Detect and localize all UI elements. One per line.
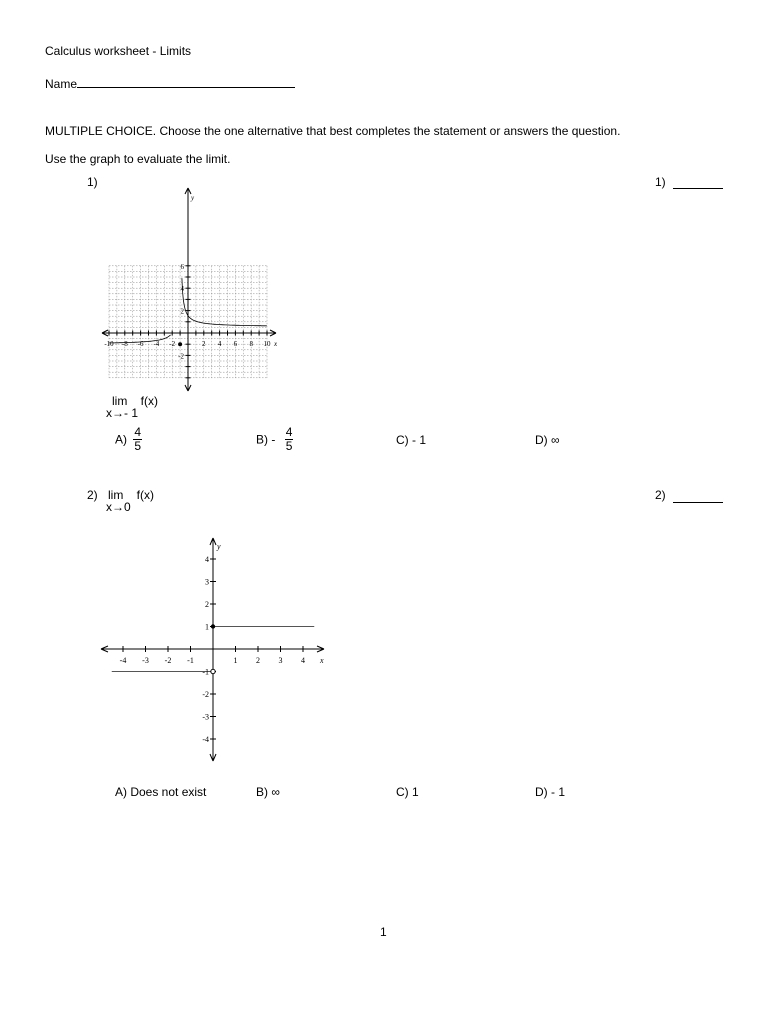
- answer-2-number: 2): [655, 488, 666, 502]
- y-tick-label: 4: [205, 555, 209, 564]
- question-2-number: 2): [87, 488, 98, 502]
- graph-1-point: [178, 342, 182, 346]
- page-number: 1: [380, 925, 387, 939]
- answer-1-blank[interactable]: [673, 188, 723, 189]
- x-tick-label: 2: [202, 340, 206, 348]
- x-tick-label: 8: [249, 340, 253, 348]
- filled-point: [211, 624, 215, 628]
- fraction-numerator: 4: [285, 425, 293, 439]
- x-tick-label: -8: [121, 340, 128, 348]
- section-instructions: MULTIPLE CHOICE. Choose the one alternative that best completes the statement or answers the question.: [45, 124, 621, 138]
- q1-choice-d: D) ∞: [535, 433, 560, 447]
- q2-choice-c: C) 1: [396, 785, 419, 799]
- x-axis-label: x: [274, 340, 278, 348]
- choice-a-label: A): [115, 432, 127, 447]
- x-tick-label: 4: [217, 340, 222, 348]
- question-1-approach: x→- 1: [106, 406, 139, 420]
- y-tick-label: -2: [178, 352, 184, 361]
- subsection-instructions: Use the graph to evaluate the limit.: [45, 152, 231, 166]
- y-tick-label: 6: [180, 262, 184, 271]
- name-label: Name: [45, 77, 78, 91]
- graph-2-axes: [101, 538, 324, 761]
- fraction-numerator: 4: [134, 425, 142, 439]
- x-tick-label: -6: [137, 340, 144, 348]
- function-label: f(x): [136, 488, 154, 502]
- x-tick-label: -2: [169, 340, 176, 348]
- q1-choice-c: C) - 1: [396, 433, 426, 447]
- question-1-number: 1): [87, 175, 98, 189]
- x-tick-label: -4: [153, 340, 160, 348]
- y-tick-label: 2: [180, 307, 184, 316]
- choice-a-fraction: [133, 426, 142, 453]
- y-tick-label: -1: [202, 667, 209, 677]
- graph-1-axes: [102, 188, 276, 391]
- x-axis-label: x: [320, 656, 324, 665]
- answer-1-number: 1): [655, 175, 666, 189]
- y-axis-label: y: [217, 542, 221, 551]
- x-tick-label: 2: [256, 656, 260, 665]
- fraction-denominator: 5: [285, 439, 293, 453]
- name-row: [45, 77, 295, 91]
- lim-label: lim: [112, 394, 128, 408]
- y-tick-label: -2: [202, 690, 209, 699]
- x-tick-label: -1: [187, 656, 194, 665]
- x-tick-label: 3: [278, 656, 283, 665]
- answer-2-blank[interactable]: [673, 502, 723, 503]
- y-tick-label: 1: [205, 622, 209, 632]
- y-tick-label: 3: [205, 577, 209, 587]
- q2-choice-b: B) ∞: [256, 785, 280, 799]
- y-tick-label: -4: [202, 735, 209, 744]
- graph-2-tick-labels: [120, 542, 324, 744]
- x-tick-label: -2: [164, 656, 172, 665]
- x-tick-label: -4: [119, 656, 127, 665]
- y-tick-label: 2: [205, 600, 209, 609]
- open-point: [211, 669, 215, 673]
- q1-choice-a: [115, 426, 142, 453]
- function-label: f(x): [140, 394, 158, 408]
- x-tick-label: 10: [263, 340, 271, 348]
- question-2-approach: x→0: [106, 500, 131, 514]
- x-tick-label: 4: [301, 656, 305, 665]
- graph-2: [98, 535, 334, 765]
- lim-label: lim: [108, 488, 124, 502]
- q2-choice-d: D) - 1: [535, 785, 565, 799]
- q2-choice-a: A) Does not exist: [115, 785, 207, 799]
- graph-1: [98, 186, 282, 396]
- y-tick-label: -3: [202, 712, 209, 722]
- choice-b-label: B) -: [256, 432, 276, 447]
- x-tick-label: 6: [233, 340, 238, 348]
- y-tick-label: 4: [180, 285, 184, 294]
- worksheet-title: Calculus worksheet - Limits: [45, 44, 192, 58]
- fraction-denominator: 5: [134, 439, 142, 453]
- name-field[interactable]: [77, 87, 295, 88]
- x-tick-label: -3: [142, 656, 149, 665]
- x-tick-label: -10: [104, 340, 114, 348]
- choice-b-fraction: [285, 426, 294, 453]
- y-axis-label: y: [191, 194, 195, 202]
- x-tick-label: 1: [233, 656, 238, 665]
- q1-choice-b: [256, 426, 293, 453]
